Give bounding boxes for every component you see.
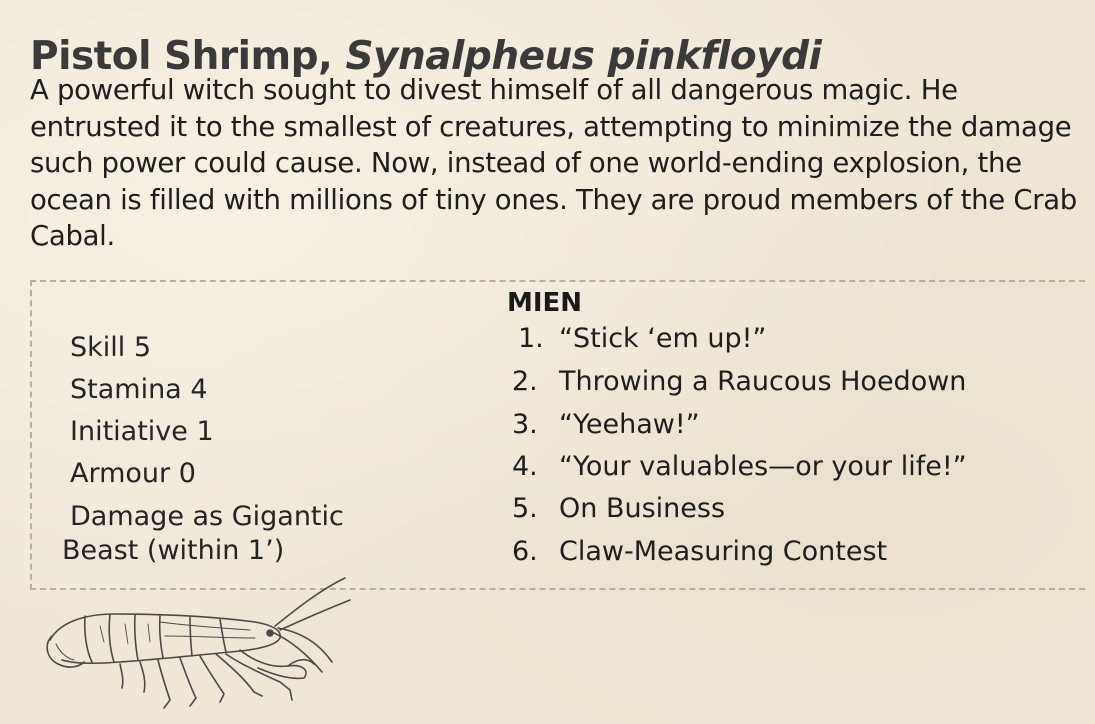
stat-initiative: Initiative 1 (70, 416, 214, 447)
shrimp-illustration-icon (40, 570, 370, 720)
mien-item-text: Claw-Measuring Contest (559, 536, 888, 567)
mien-item (512, 536, 887, 567)
mien-item-number: 6. (512, 536, 538, 567)
mien-item-text: “Stick ‘em up!” (559, 323, 767, 354)
mien-item-number: 5. (512, 493, 538, 524)
mien-item-number: 2. (512, 366, 538, 397)
mien-item-text: On Business (559, 493, 726, 524)
mien-item-text: “Your valuables—or your life!” (559, 451, 967, 482)
mien-item-text: “Yeehaw!” (559, 409, 700, 440)
mien-item (512, 493, 725, 524)
common-name: Pistol Shrimp, (30, 34, 346, 80)
mien-item-text: Throwing a Raucous Hoedown (559, 366, 967, 397)
stat-stamina: Stamina 4 (70, 374, 208, 405)
damage-line-2: Beast (within 1’) (62, 535, 285, 566)
description: A powerful witch sought to divest himself of all dangerous magic. He entrusted it to the smallest of creatures, attempting to minimize the damage such power could cause. Now, instead of one world-ending explosion, the ocean is filled with millions of tiny ones. They are proud members of the Crab Cabal. (30, 74, 1077, 252)
stat-skill: Skill 5 (70, 332, 152, 363)
damage-line-1: Damage as Gigantic (70, 501, 344, 532)
mien-item (512, 323, 766, 354)
mien-item-number: 1. (518, 323, 544, 354)
mien-item (512, 366, 966, 397)
mien-item-number: 3. (512, 409, 538, 440)
mien-item (512, 409, 700, 440)
latin-name: Synalpheus pinkfloydi (345, 34, 822, 80)
mien-heading: MIEN (507, 288, 583, 318)
mien-item (512, 451, 967, 482)
stat-armour: Armour 0 (70, 458, 196, 489)
stat-damage (62, 500, 344, 568)
mien-item-number: 4. (512, 451, 538, 482)
